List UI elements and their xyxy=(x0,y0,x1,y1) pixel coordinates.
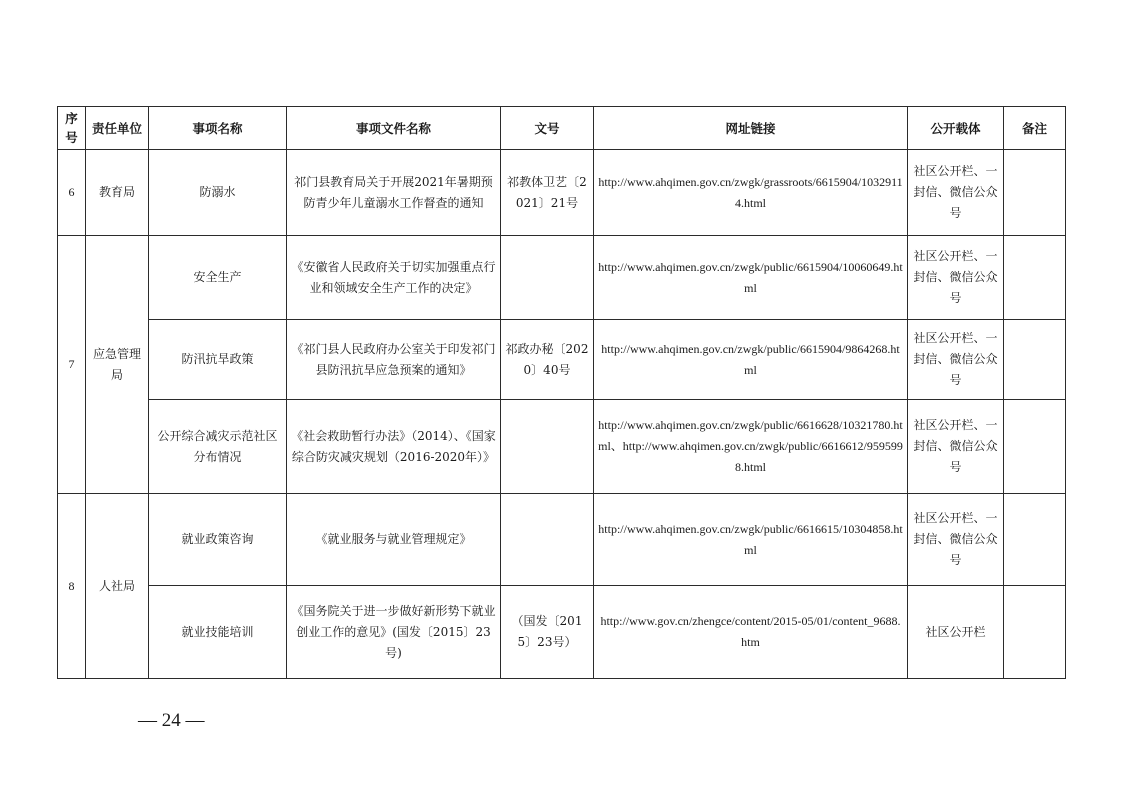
header-docno: 文号 xyxy=(501,107,594,150)
table-row xyxy=(58,150,1066,236)
cell-url-link[interactable]: http://www.ahqimen.gov.cn/zwgk/public/6615904/9864268.html xyxy=(594,320,908,400)
header-unit: 责任单位 xyxy=(86,107,149,150)
cell-seq: 6 xyxy=(58,150,86,236)
cell-carrier: 社区公开栏、一封信、微信公众号 xyxy=(908,400,1004,494)
cell-url-link[interactable]: http://www.ahqimen.gov.cn/zwgk/public/6616615/10304858.html xyxy=(594,494,908,586)
cell-carrier: 社区公开栏 xyxy=(908,586,1004,679)
table-row xyxy=(58,494,1066,586)
cell-item: 公开综合减灾示范社区分布情况 xyxy=(149,400,287,494)
cell-seq: 8 xyxy=(58,494,86,679)
cell-url-link[interactable]: http://www.gov.cn/zhengce/content/2015-05/01/content_9688.htm xyxy=(594,586,908,679)
cell-remark xyxy=(1004,494,1066,586)
cell-doc: 《国务院关于进一步做好新形势下就业创业工作的意见》(国发〔2015〕23号) xyxy=(287,586,501,679)
cell-seq: 7 xyxy=(58,236,86,494)
header-seq: 序号 xyxy=(58,107,86,150)
cell-item: 安全生产 xyxy=(149,236,287,320)
cell-docno: 祁教体卫艺〔2021〕21号 xyxy=(501,150,594,236)
cell-doc: 《就业服务与就业管理规定》 xyxy=(287,494,501,586)
policy-disclosure-table xyxy=(57,106,1066,679)
cell-item: 防汛抗旱政策 xyxy=(149,320,287,400)
cell-docno xyxy=(501,494,594,586)
cell-doc: 《祁门县人民政府办公室关于印发祁门县防汛抗旱应急预案的通知》 xyxy=(287,320,501,400)
cell-unit: 人社局 xyxy=(86,494,149,679)
table-row xyxy=(58,400,1066,494)
header-url: 网址链接 xyxy=(594,107,908,150)
cell-doc: 《安徽省人民政府关于切实加强重点行业和领域安全生产工作的决定》 xyxy=(287,236,501,320)
cell-item: 就业技能培训 xyxy=(149,586,287,679)
cell-carrier: 社区公开栏、一封信、微信公众号 xyxy=(908,236,1004,320)
cell-remark xyxy=(1004,236,1066,320)
cell-carrier: 社区公开栏、一封信、微信公众号 xyxy=(908,320,1004,400)
header-item: 事项名称 xyxy=(149,107,287,150)
header-carrier: 公开载体 xyxy=(908,107,1004,150)
cell-docno xyxy=(501,236,594,320)
header-remark: 备注 xyxy=(1004,107,1066,150)
header-row xyxy=(58,107,1066,150)
cell-remark xyxy=(1004,150,1066,236)
page-number: — 24 — xyxy=(138,710,205,731)
cell-remark xyxy=(1004,400,1066,494)
cell-item: 就业政策咨询 xyxy=(149,494,287,586)
cell-docno: 祁政办秘〔2020〕40号 xyxy=(501,320,594,400)
cell-item: 防溺水 xyxy=(149,150,287,236)
cell-url-link[interactable]: http://www.ahqimen.gov.cn/zwgk/grassroots/6615904/10329114.html xyxy=(594,150,908,236)
cell-carrier: 社区公开栏、一封信、微信公众号 xyxy=(908,150,1004,236)
cell-remark xyxy=(1004,320,1066,400)
cell-remark xyxy=(1004,586,1066,679)
cell-url-link[interactable]: http://www.ahqimen.gov.cn/zwgk/public/6615904/10060649.html xyxy=(594,236,908,320)
header-doc: 事项文件名称 xyxy=(287,107,501,150)
cell-unit: 应急管理局 xyxy=(86,236,149,494)
cell-unit: 教育局 xyxy=(86,150,149,236)
cell-doc: 祁门县教育局关于开展2021年暑期预防青少年儿童溺水工作督查的通知 xyxy=(287,150,501,236)
cell-url-link[interactable]: http://www.ahqimen.gov.cn/zwgk/public/6616628/10321780.html、http://www.ahqimen.gov.cn/zwgk/public/6616612/9595998.html xyxy=(594,400,908,494)
table-row xyxy=(58,236,1066,320)
cell-docno xyxy=(501,400,594,494)
table-row xyxy=(58,320,1066,400)
table-row xyxy=(58,586,1066,679)
cell-docno: （国发〔2015〕23号） xyxy=(501,586,594,679)
cell-carrier: 社区公开栏、一封信、微信公众号 xyxy=(908,494,1004,586)
cell-doc: 《社会救助暂行办法》（2014）、《国家综合防灾减灾规划（2016-2020年）》 xyxy=(287,400,501,494)
